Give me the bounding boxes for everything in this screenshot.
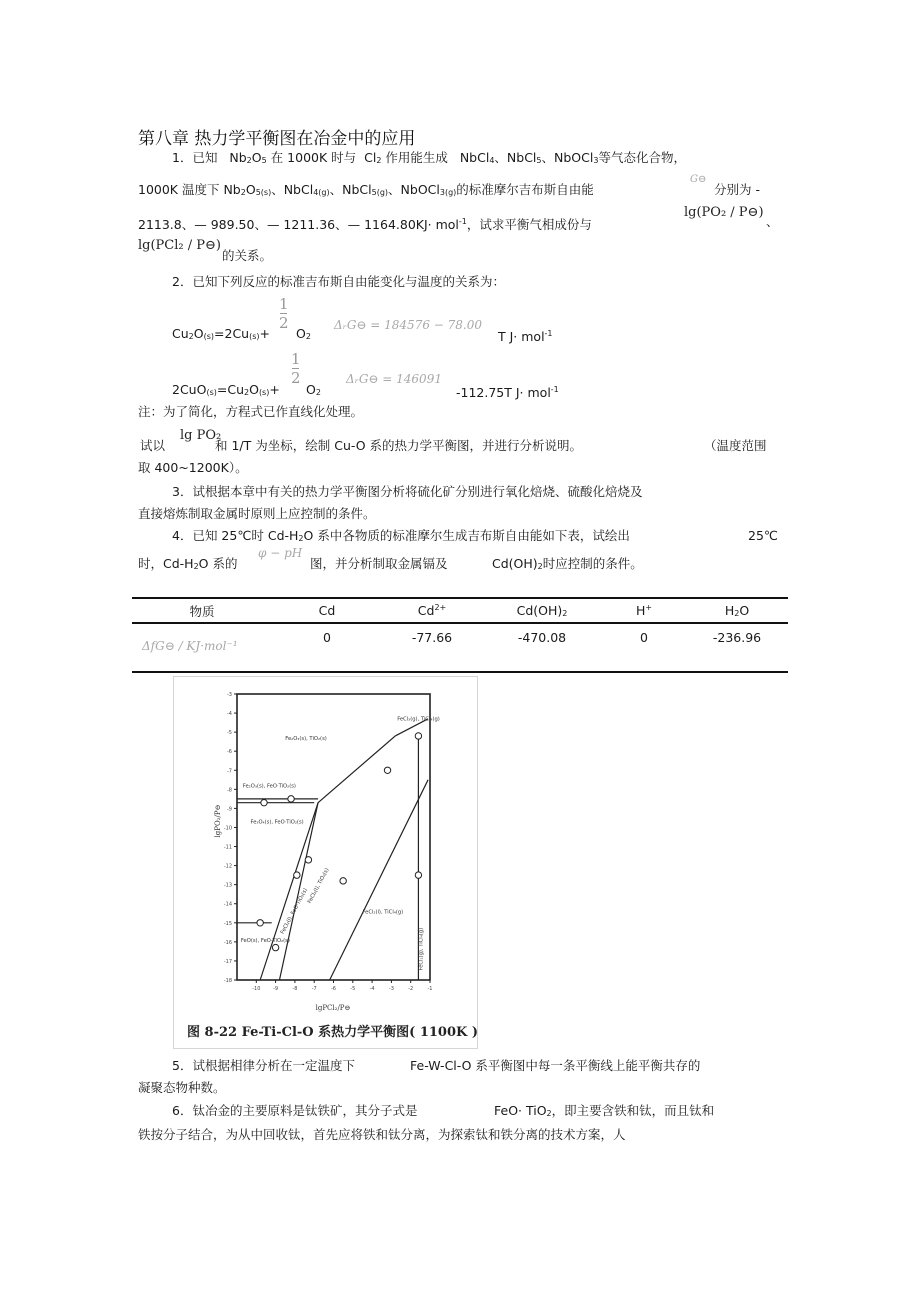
denominator: 2: [291, 369, 301, 387]
region-label: Fe₃O₄(s), FeO·TiO₂(s): [250, 819, 304, 826]
text: 时应控制的条件。: [542, 556, 643, 571]
y-tick-label: -14: [223, 901, 232, 908]
text: Nb: [229, 150, 247, 165]
data-point-marker: [257, 920, 263, 926]
text: O: [193, 326, 204, 341]
cell: -236.96: [712, 630, 762, 645]
text: 、NbOCl: [541, 150, 594, 165]
formula-dg-2: ΔᵣG⊖ = 146091: [346, 372, 442, 386]
region-label: FeCl₂(l), TiCl₄(g): [362, 909, 404, 916]
data-point-marker: [305, 857, 311, 863]
formula-phi-ph: φ − pH: [258, 546, 303, 560]
q5-line2: 凝聚态物种数。: [138, 1080, 226, 1095]
data-point-marker: [415, 872, 421, 878]
y-tick-label: -5: [227, 730, 232, 737]
x-tick-label: -7: [311, 986, 317, 992]
gibbs-table: [132, 597, 788, 673]
region-label: FeO(s), FeO·TiO₂(s): [240, 937, 290, 944]
text: 、NbCl: [329, 182, 372, 197]
text: FeO· TiO: [494, 1103, 547, 1118]
x-tick-label: -3: [388, 986, 394, 992]
cell: -470.08: [517, 630, 567, 645]
text: =Cu: [216, 382, 244, 397]
text: +: [269, 382, 280, 397]
chart-region-labels: [241, 717, 440, 971]
q1-line3-end: 、: [766, 214, 779, 229]
header-cdoh2: [482, 598, 602, 623]
text: 等气态化合物，: [598, 150, 686, 165]
sub: 2: [546, 1109, 552, 1118]
q2-task-d: 取 400~1200K）。: [138, 460, 248, 475]
cell: 0: [640, 630, 648, 645]
sub: (s): [258, 388, 270, 397]
text: =2Cu: [214, 326, 250, 341]
text: -112.75T J· mol: [456, 385, 551, 400]
chart-markers: [257, 733, 422, 951]
formula-lg-po2-b: lg PO₂: [180, 428, 222, 443]
sub: 2: [562, 609, 568, 618]
text: 、NbCl: [271, 182, 314, 197]
text: 、NbCl: [494, 150, 537, 165]
region-label: FeCl₂(l), FeO·TiO₂(s): [279, 887, 309, 936]
sub: (s): [249, 332, 260, 341]
formula-dg-1: ΔᵣG⊖ = 184576 − 78.00: [334, 318, 483, 332]
fraction-half-2: [291, 352, 301, 385]
header-hplus: [602, 598, 686, 623]
y-tick-label: -11: [223, 844, 232, 851]
text: O: [306, 382, 316, 397]
figure-caption: 图 8-22 Fe-Ti-Cl-O 系热力学平衡图( 1100K ): [187, 1025, 478, 1040]
x-tick-label: -2: [408, 986, 414, 992]
text: 1．已知: [172, 150, 218, 165]
numerator: 1: [279, 295, 289, 313]
sub: 2: [734, 609, 740, 618]
sub: 5: [536, 156, 542, 165]
reaction-1-unit: [498, 326, 553, 345]
numerator: 1: [291, 350, 301, 368]
text: 时，Cd-H: [138, 556, 194, 571]
q2-note: 注：为了简化，方程式已作直线化处理。: [138, 404, 364, 419]
sub: 3: [593, 156, 599, 165]
sub: 2: [240, 188, 246, 197]
sub: 2: [246, 156, 252, 165]
sub: 2: [537, 562, 543, 571]
sub: 4: [489, 156, 495, 165]
x-tick-label: -9: [273, 986, 279, 992]
text: O 系中各物质的标准摩尔生成吉布斯自由能如下表，试绘出: [303, 528, 630, 543]
text: H: [724, 603, 735, 618]
text: Cu: [172, 326, 189, 341]
x-axis-label: lgPCl₂/P⊖: [315, 1004, 351, 1012]
text: O: [296, 326, 306, 341]
q1-line2: [138, 182, 594, 201]
q6-line2: 铁按分子结合，为从中回收钛，首先应将铁和钛分离，为探索钛和铁分离的技术方案，人: [138, 1127, 626, 1142]
q4-line2-d: [492, 556, 643, 575]
text: Cd(OH): [492, 556, 538, 571]
y-tick-label: -17: [223, 958, 232, 965]
sub: 5(s): [255, 188, 272, 197]
text: 4．已知 25℃时 Cd-H: [172, 528, 299, 543]
sub: 2: [244, 388, 250, 397]
sub: 2: [193, 562, 199, 571]
x-tick-label: -4: [369, 986, 375, 992]
q2-task-a: 试以: [140, 438, 166, 453]
q2-task-c: （温度范围: [704, 438, 767, 453]
q4-line2-c: 图，并分析制取金属镉及: [310, 556, 448, 571]
text: Cd: [417, 603, 435, 618]
sub: (s): [206, 388, 217, 397]
sub: 5: [261, 156, 267, 165]
text: O: [739, 603, 750, 618]
text: O: [251, 150, 262, 165]
header-cd2plus: [382, 598, 482, 623]
y-tick-label: -16: [223, 939, 232, 946]
region-label: Fe₂O₃(s), FeO·TiO₂(s): [242, 783, 296, 790]
sub: 2: [298, 534, 304, 543]
text: Cd: [318, 603, 336, 618]
q1-line1: [172, 150, 686, 169]
q5-line1-a: 5．试根据相律分析在一定温度下: [172, 1058, 355, 1073]
y-tick-label: -13: [223, 882, 232, 889]
table-header-row: [132, 598, 788, 623]
data-point-marker: [272, 944, 278, 950]
y-tick-label: -18: [223, 978, 232, 984]
row-label: [132, 623, 272, 672]
data-point-marker: [384, 767, 390, 773]
q3-line1: 3．试根据本章中有关的热力学平衡图分析将硫化矿分别进行氧化焙烧、硫酸化焙烧及: [172, 484, 643, 499]
sup: -1: [544, 329, 553, 338]
o2-1: [296, 326, 311, 345]
text: T J· mol: [498, 329, 545, 344]
text: 作用能生成: [385, 150, 448, 165]
reaction-1: [172, 326, 270, 345]
text: 物质: [189, 603, 215, 619]
sup: 2+: [434, 603, 447, 612]
o2-2: [306, 382, 321, 401]
text: H: [635, 603, 646, 618]
formula-lg-pcl2: lg(PCl₂ / P⊖): [138, 238, 221, 253]
region-label: Fe₂O₃(s), TiO₂(s): [285, 735, 327, 742]
cell: -77.66: [411, 630, 453, 645]
q1-line3: [138, 214, 592, 233]
q4-line1-end: 25℃: [748, 528, 778, 543]
reaction-2-unit: [456, 382, 559, 401]
text: NbCl: [459, 150, 490, 165]
y-tick-label: -4: [227, 711, 232, 718]
formula-lg-po2: lg(PO₂ / P⊖): [684, 205, 764, 220]
table-row: [132, 623, 788, 672]
cell: 0: [323, 630, 331, 645]
y-tick-label: -7: [227, 768, 232, 775]
text: Cd(OH): [516, 603, 563, 618]
y-tick-label: -3: [227, 692, 232, 698]
header-h2o: [686, 598, 788, 623]
text: +: [259, 326, 270, 341]
sub: 2: [188, 332, 194, 341]
x-tick-label: -6: [331, 986, 336, 992]
sub: 4(g): [313, 188, 330, 197]
q6-line1-b: [494, 1103, 714, 1122]
chart-axes: [224, 692, 433, 992]
data-point-marker: [340, 878, 346, 884]
q2-task-b: 和 1/T 为坐标，绘制 Cu-O 系的热力学平衡图，并进行分析说明。: [215, 438, 583, 453]
q3-line2: 直接熔炼制取金属时原则上应控制的条件。: [138, 506, 376, 521]
header-substance: [132, 598, 272, 623]
sub: 2: [315, 388, 321, 397]
data-point-marker: [261, 799, 267, 805]
text: ，即主要含铁和钛，而且钛和: [551, 1103, 715, 1118]
sub: (s): [203, 332, 215, 341]
text: 2CuO: [172, 382, 207, 397]
text: O: [249, 382, 259, 397]
sup: -1: [458, 217, 467, 226]
q4-line1: [172, 528, 630, 547]
x-tick-label: -5: [350, 986, 356, 992]
q5-line1-b: Fe-W-Cl-O 系平衡图中每一条平衡线上能平衡共存的: [410, 1058, 701, 1073]
header-cd: [272, 598, 382, 623]
y-tick-label: -8: [227, 787, 232, 794]
fraction-half-1: [279, 297, 289, 330]
text: 、NbOCl: [388, 182, 440, 197]
data-point-marker: [415, 733, 421, 739]
sub: 3(g): [439, 188, 457, 197]
sub: 2: [376, 156, 382, 165]
data-point-marker: [288, 796, 294, 802]
text: 的标准摩尔吉布斯自由能: [456, 182, 594, 197]
chapter-title: 第八章 热力学平衡图在冶金中的应用: [138, 129, 416, 149]
reaction-2: [172, 382, 280, 401]
y-tick-label: -10: [223, 825, 232, 832]
y-axis-label: lgPO₂/P⊖: [214, 804, 222, 838]
text: O: [245, 182, 256, 197]
region-label: FeCl₂(l), TiO₂(s): [306, 867, 331, 905]
text: Cl: [364, 150, 377, 165]
phase-diagram-chart: [173, 676, 478, 1021]
q6-line1-a: 6．钛冶金的主要原料是钛铁矿，其分子式是: [172, 1103, 418, 1118]
y-tick-label: -9: [227, 806, 232, 813]
sub: 2: [305, 332, 311, 341]
q4-line2-a: [138, 556, 237, 575]
y-tick-label: -15: [223, 920, 232, 927]
text: O 系的: [198, 556, 238, 571]
sup: -1: [550, 385, 559, 394]
text: ΔfG⊖ / KJ·mol⁻¹: [142, 639, 238, 653]
region-label: FeCl₃(g), TiCl₄(g): [397, 716, 440, 723]
q1-line2-end: 分别为 -: [714, 182, 760, 197]
y-tick-label: -12: [223, 863, 232, 870]
formula-g-standard: G⊖: [690, 174, 707, 185]
data-point-marker: [294, 872, 300, 878]
region-label: FeCl₂(g), TiCl₄(g): [418, 927, 425, 971]
sup: +: [645, 603, 653, 612]
x-tick-label: -10: [252, 986, 261, 992]
text: 1000K 温度下 Nb: [138, 182, 241, 197]
text: 在 1000K 时与: [270, 150, 357, 165]
denominator: 2: [279, 314, 289, 332]
text: ，试求平衡气相成份与: [466, 217, 592, 232]
text: 2113.8、— 989.50、— 1211.36、— 1164.80KJ· mol: [138, 217, 459, 232]
q1-line4: 的关系。: [222, 248, 273, 263]
y-tick-label: -6: [227, 749, 232, 756]
q2-intro: 2．已知下列反应的标准吉布斯自由能变化与温度的关系为：: [172, 274, 505, 289]
x-tick-label: -8: [292, 986, 298, 992]
x-tick-label: -1: [427, 986, 433, 992]
sub: 5(g): [371, 188, 389, 197]
